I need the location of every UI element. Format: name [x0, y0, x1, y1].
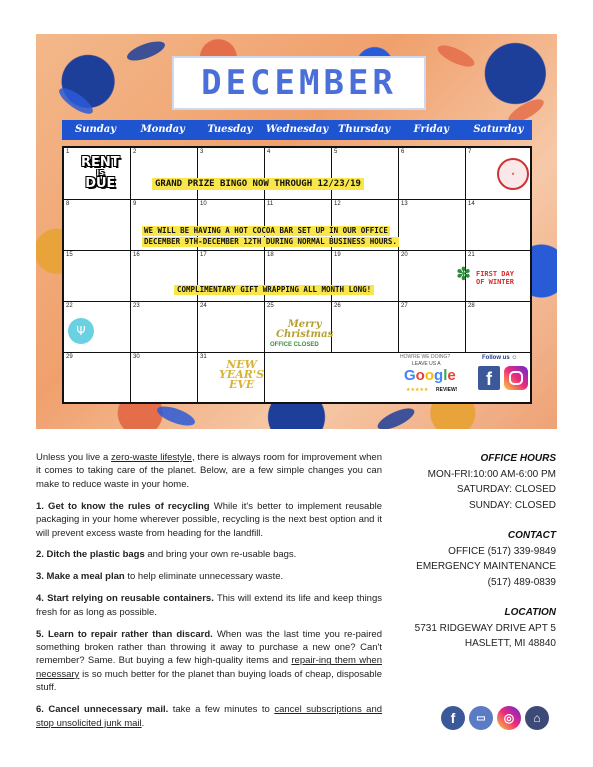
day-cell: [198, 302, 265, 353]
day-cell: [64, 200, 131, 251]
bingo-note: GRAND PRIZE BINGO NOW THROUGH 12/23/19: [152, 178, 364, 190]
tip-5: [36, 628, 382, 695]
tip-1: [36, 500, 382, 540]
day-number: 19: [334, 252, 341, 258]
gift-wrapping-note: COMPLIMENTARY GIFT WRAPPING ALL MONTH LONG!: [174, 285, 374, 295]
day-number: 12: [334, 201, 341, 207]
company-seal-icon: ★: [497, 158, 529, 190]
day-number: 21: [468, 252, 475, 258]
first-day-line-1: FIRST DAY: [476, 270, 514, 278]
tip-4-body: This will extend its life and keep things fresh for as long as possible.: [36, 593, 382, 618]
merry-christmas-sticker: [276, 320, 333, 340]
office-info: [392, 451, 556, 652]
holly-icon: ✽: [456, 264, 472, 285]
address-line-1: 5731 RIDGEWAY DRIVE APT 5: [414, 622, 556, 634]
weekday-header: [62, 120, 532, 140]
day-cell: [399, 200, 466, 251]
is-word: IS: [96, 169, 105, 177]
tip-5-body-a: When was the last time you re-paired something broken rather than throwing it away to purchase a new one? Can't remember? Same. But buying a few high-quality items and: [36, 628, 382, 667]
instagram-icon[interactable]: ◎: [497, 706, 521, 730]
day-number: 2: [133, 149, 137, 155]
day-cell: [466, 200, 532, 251]
tip-6: [36, 703, 382, 730]
tip-2-body: and bring your own re-usable bags.: [144, 549, 297, 561]
tip-5-body-b: is so much better for the planet than buying loads of cheap, disposable stuff.: [36, 668, 382, 694]
eve-word: EVE: [228, 378, 255, 391]
first-day-line-2: OF WINTER: [476, 278, 514, 286]
rent-due-sticker: [81, 156, 120, 190]
first-day-of-winter: [476, 270, 514, 286]
day-cell: [131, 302, 198, 353]
due-word: DUE: [85, 176, 116, 191]
menorah-icon: Ψ: [68, 318, 94, 344]
website-icon[interactable]: ▭: [469, 706, 493, 730]
weekday-thursday: Thursday: [338, 124, 391, 135]
day-number: 20: [401, 252, 408, 258]
weekday-sunday: Sunday: [75, 124, 117, 135]
weekday-wednesday: Wednesday: [265, 124, 329, 135]
leaf-decoration: [56, 84, 97, 118]
cocoa-note-line-2: DECEMBER 9TH-DECEMBER 12TH DURING NORMAL BUSINESS HOURS.: [144, 237, 397, 246]
day-number: 6: [401, 149, 405, 155]
calendar-grid: [62, 146, 532, 404]
calendar-banner: [36, 34, 557, 429]
instagram-icon[interactable]: [504, 366, 528, 390]
month-title-box: [172, 56, 426, 110]
article-body: [36, 451, 382, 738]
day-number: 25: [267, 303, 274, 309]
day-number: 1: [66, 149, 70, 155]
rent-word: RENT: [81, 155, 120, 170]
rating-stars: ★★★★★: [406, 387, 429, 393]
day-number: 28: [468, 303, 475, 309]
emergency-phone[interactable]: (517) 489-0839: [487, 576, 556, 588]
day-number: 15: [66, 252, 73, 258]
repair-link[interactable]: repair-ing them when necessary: [36, 655, 382, 680]
day-cell: [131, 353, 198, 402]
day-number: 24: [200, 303, 207, 309]
day-number: 31: [200, 354, 207, 360]
weekday-tuesday: Tuesday: [207, 124, 253, 135]
day-number: 13: [401, 201, 408, 207]
day-cell: [198, 148, 265, 200]
leave-us-text: LEAVE US A: [412, 361, 441, 367]
office-hours-title: OFFICE HOURS: [480, 453, 556, 464]
tip-6-body-b: .: [141, 717, 145, 729]
weekday-monday: Monday: [140, 124, 185, 135]
tip-2-head: 2. Ditch the plastic bags: [36, 549, 145, 561]
weekday-saturday: Saturday: [473, 124, 524, 135]
tip-6-body-a: take a few minutes to: [168, 704, 275, 716]
day-number: 8: [66, 201, 70, 207]
emergency-label: EMERGENCY MAINTENANCE: [416, 561, 556, 572]
day-number: 9: [133, 201, 137, 207]
leaf-decoration: [155, 403, 197, 429]
day-number: 23: [133, 303, 140, 309]
christmas-word: Christmas: [276, 329, 334, 340]
day-number: 3: [200, 149, 204, 155]
intro-text-2: , there is always room for improvement when it comes to taking care of the planet. Below, are a few simple changes you can make to reduce waste in your home.: [36, 452, 382, 490]
cancel-subscriptions-link[interactable]: cancel subscriptions and stop unsolicited junk mail: [36, 704, 383, 729]
intro-text: Unless you live a: [36, 452, 112, 463]
location-title: LOCATION: [504, 607, 556, 618]
day-number: 16: [133, 252, 140, 258]
tip-2: [36, 548, 382, 561]
day-number: 14: [468, 201, 475, 207]
tip-5-head: 5. Learn to repair rather than discard.: [36, 628, 213, 640]
cocoa-note-line-1: WE WILL BE HAVING A HOT COCOA BAR SET UP IN OUR OFFICE: [144, 226, 388, 235]
day-cell: [399, 302, 466, 353]
day-number: 26: [334, 303, 341, 309]
day-number: 4: [267, 149, 271, 155]
tip-1-head: 1. Get to know the rules of recycling: [36, 500, 210, 512]
follow-us-text: Follow us ☺: [482, 355, 518, 361]
month-title: DECEMBER: [201, 63, 397, 103]
new-word: NEW: [226, 358, 258, 371]
tip-6-head: 6. Cancel unnecessary mail.: [36, 704, 169, 716]
hours-weekday: MON-FRI:10:00 AM-6:00 PM: [427, 468, 556, 480]
tip-3-head: 3. Make a meal plan: [36, 571, 125, 583]
day-cell: [399, 148, 466, 200]
new-years-eve-sticker: [219, 360, 264, 390]
leaf-decoration: [375, 404, 417, 429]
tip-3: [36, 570, 382, 583]
day-number: 11: [267, 201, 274, 207]
day-number: 30: [133, 354, 140, 360]
leaf-decoration: [435, 41, 477, 71]
day-cell: [332, 148, 399, 200]
day-cell: [265, 148, 332, 200]
review-promo: [400, 354, 532, 404]
social-icons: [441, 706, 549, 730]
merry-word: Merry: [287, 319, 322, 330]
day-number: 10: [200, 201, 207, 207]
review-text: REVIEW!: [436, 387, 458, 393]
hours-sunday: SUNDAY: CLOSED: [468, 499, 556, 511]
day-number: 7: [468, 149, 472, 155]
zero-waste-link[interactable]: zero-waste lifestyle: [111, 452, 192, 463]
tip-1-body: While it's better to implement reusable packaging in your home wherever possible, recycling is the next best option and it will prevent excess waste from heading for the landfill.: [36, 500, 383, 539]
hours-saturday: SATURDAY: CLOSED: [456, 484, 556, 495]
address-line-2: HASLETT, MI 48840: [464, 638, 556, 649]
office-phone[interactable]: OFFICE (517) 339-9849: [448, 545, 556, 557]
equal-housing-icon: ⌂: [525, 706, 549, 730]
day-cell: [64, 251, 131, 302]
google-review-link[interactable]: Google: [404, 367, 456, 384]
intro-paragraph: [36, 451, 382, 491]
facebook-icon[interactable]: f: [441, 706, 465, 730]
tip-4-head: 4. Start relying on reusable containers.: [36, 593, 214, 605]
day-number: 18: [267, 252, 274, 258]
tip-3-body: to help eliminate unnecessary waste.: [124, 571, 284, 583]
day-number: 27: [401, 303, 408, 309]
day-number: 29: [66, 354, 73, 360]
day-cell: [332, 302, 399, 353]
day-number: 5: [334, 149, 338, 155]
how-doing-text: HOW'RE WE DOING?: [400, 354, 451, 360]
weekday-friday: Friday: [413, 124, 449, 135]
contact-title: CONTACT: [507, 530, 556, 541]
day-cell: [64, 353, 131, 402]
day-number: 22: [66, 303, 73, 309]
day-cell: [466, 302, 532, 353]
years-word: YEAR'S: [219, 368, 265, 381]
day-number: 17: [200, 252, 207, 258]
tip-4: [36, 592, 382, 619]
leaf-decoration: [125, 38, 167, 65]
office-closed-label: OFFICE CLOSED: [270, 342, 319, 348]
day-cell: [131, 148, 198, 200]
facebook-icon[interactable]: f: [478, 366, 500, 390]
